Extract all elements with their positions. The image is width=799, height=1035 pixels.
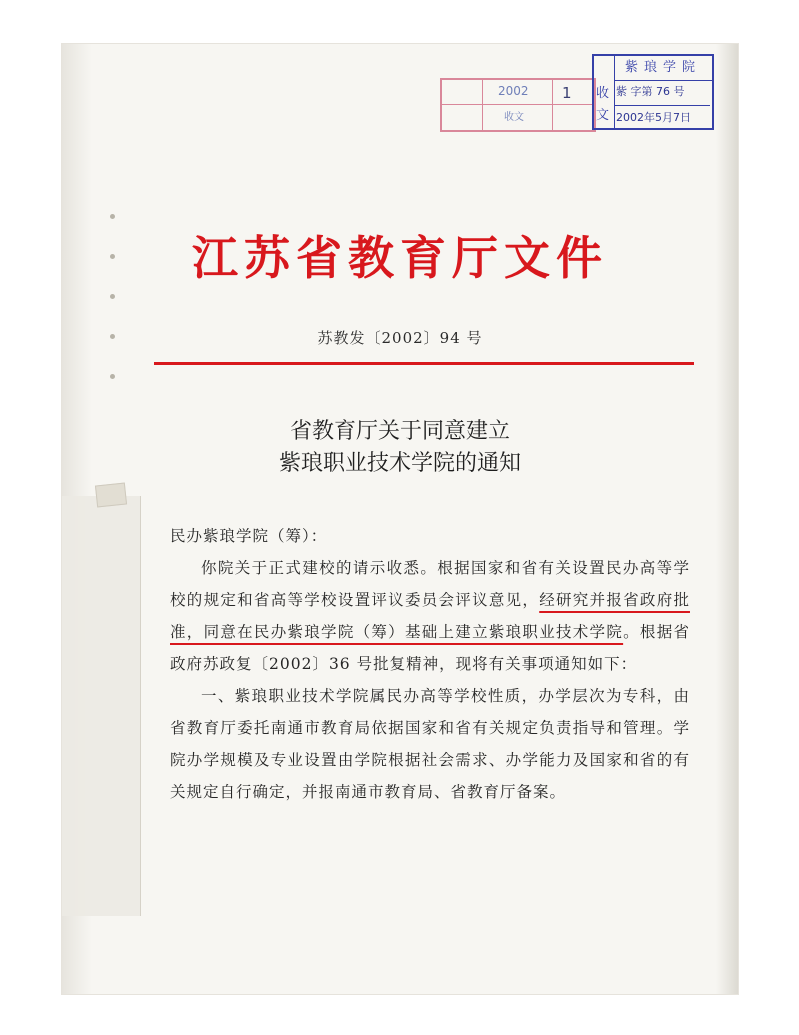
paragraph-1-text-a: 你院关于正式建校的请示收悉。根据国家和省有关设置民办高等学校的规定和省高等学校设置评议委员会评议意见， (170, 559, 690, 609)
paragraph-1 (170, 552, 690, 680)
stamp-org-name: 紫琅学院 (614, 56, 712, 81)
stamp-divider (442, 104, 594, 105)
document-body (170, 520, 690, 808)
receipt-handwritten-number: 1 (562, 84, 572, 102)
receipt-year: 2002 (498, 84, 529, 98)
paragraph-1-text-b: 。根据省政府苏政复〔2002〕36 号批复精神，现将有关事项通知如下： (170, 623, 690, 673)
subject-line-2: 紫琅职业技术学院的通知 (278, 451, 521, 476)
paragraph-2: 一、紫琅职业技术学院属民办高等学校性质，办学层次为专科，由省教育厅委托南通市教育局依据国家和省有关规定负责指导和管理。学院办学规模及专业设置由学院根据社会需求、办学能力及国家和省的有关规定自行确定，并报南通市教育局、省教育厅备案。 (170, 687, 690, 801)
tape-strip (62, 496, 141, 916)
underlined-approval-text: 经研究并报省政府批准，同意在民办紫琅学院（筹）基础上建立紫琅职业技术学院 (170, 591, 690, 641)
tape-tab (95, 482, 127, 507)
subject-line-1: 省教育厅关于同意建立 (289, 419, 510, 444)
punch-hole (110, 214, 115, 219)
punch-hole (110, 374, 115, 379)
salutation: 民办紫琅学院（筹）： (170, 527, 328, 545)
document-subject (62, 416, 738, 480)
document-page (62, 44, 738, 994)
punch-hole (110, 294, 115, 299)
stamp-side-column (594, 56, 615, 128)
document-number: 苏教发〔2002〕94 号 (317, 329, 483, 347)
header-red-rule (154, 362, 694, 365)
receipt-seq-label: 收文 (504, 112, 524, 123)
stamp-side-char: 文 (596, 108, 610, 123)
stamp-side-char: 收 (596, 86, 610, 101)
receiving-stamp (592, 54, 714, 130)
stamp-divider (552, 80, 553, 130)
document-header-title: 江苏省教育厅文件 (192, 231, 608, 285)
paper-right-shade (716, 44, 738, 994)
stamp-file-number: 紫 字第 76 号 (616, 85, 685, 98)
stamp-date: 2002年5月7日 (614, 105, 710, 125)
stamp-divider (482, 80, 483, 130)
receipt-stamp (440, 78, 596, 132)
